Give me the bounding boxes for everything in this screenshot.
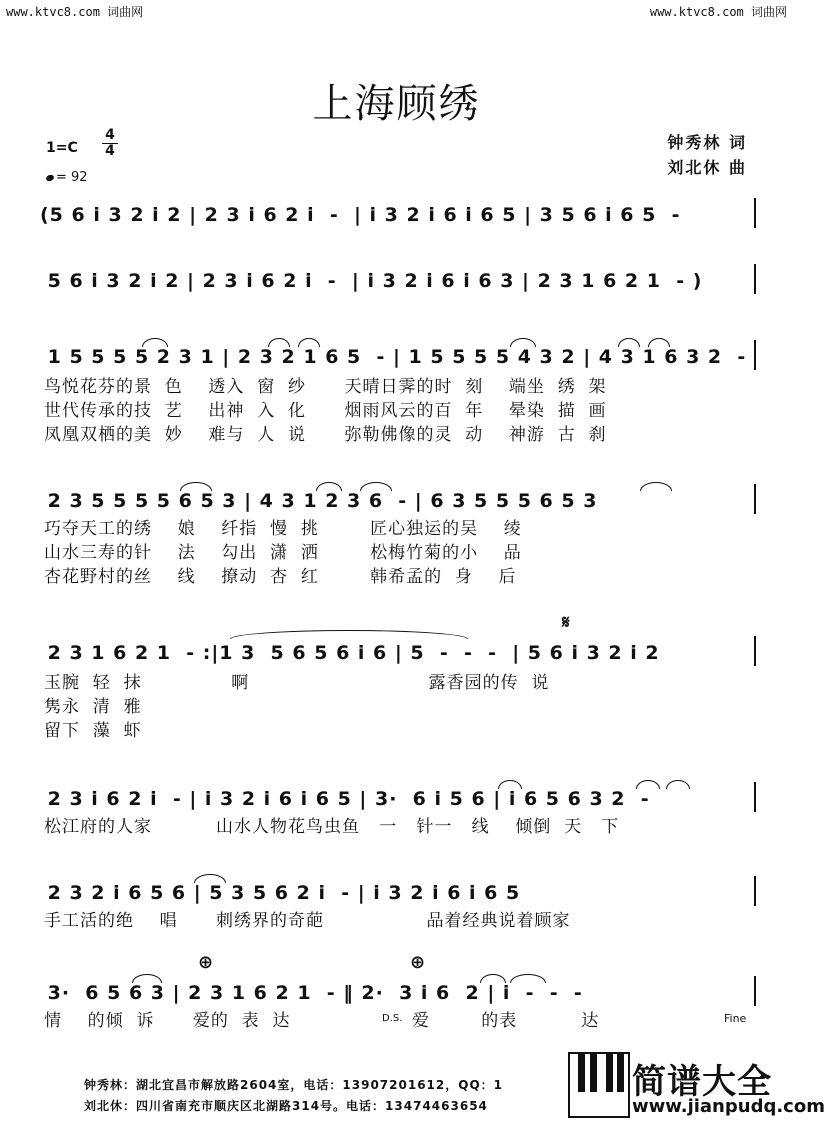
- logo-text: 简谱大全: [632, 1062, 772, 1102]
- piano-key: [606, 1054, 613, 1092]
- barline: [754, 484, 756, 514]
- lyric-line-5b: 隽永 清 雅: [44, 697, 142, 717]
- lyric-line-7: 手工活的绝 唱 刺绣界的奇葩 品着经典说着顾家: [44, 911, 571, 931]
- notes: (5 6 i 3 2 i 2 | 2 3 i 6 2 i - | i 3 2 i 6 i 6 5 | 3 5 6 i 6 5 -: [40, 204, 681, 226]
- lyric-line-8b: 爱 的表 达: [412, 1011, 600, 1031]
- lyric-line-3c: 凤凰双栖的美 妙 难与 人 说 弥勒佛像的灵 动 神游 古 刹: [44, 425, 607, 445]
- slur: [666, 780, 690, 789]
- piano-key: [578, 1054, 585, 1092]
- time-signature: [102, 128, 118, 159]
- slur: [316, 482, 342, 491]
- score-row-2: [40, 262, 756, 306]
- score-row-1: [40, 196, 756, 240]
- footer-line-1: 钟秀林：湖北宜昌市解放路2604室，电话：13907201612，QQ：1: [84, 1078, 503, 1092]
- slur: [480, 974, 506, 983]
- lyric-line-6: 松江府的人家 山水人物花鸟虫鱼 一 针一 线 倾倒 天 下: [44, 817, 620, 837]
- lyric-line-5a: 玉腕 轻 抹 啊 露香园的传 说: [44, 673, 550, 693]
- slur: [194, 874, 226, 883]
- composer-credit: 刘北休 曲: [667, 158, 747, 177]
- song-title: 上海顾绣: [312, 81, 481, 127]
- slur: [648, 338, 670, 347]
- slur: [498, 780, 522, 789]
- notes: 3· 6 5 6 3 | 2 3 1 6 2 1 - ‖ 2· 3 i 6 2 | i - - -: [40, 982, 583, 1004]
- lyric-line-8a: 情 的倾 诉 爱的 表 达: [44, 1011, 291, 1031]
- coda-sign-2: ⊕: [410, 952, 426, 973]
- notes: 2 3 1 6 2 1 - :|1 3 5 6 5 6 i 6 | 5 - - - | 5 6 i 3 2 i 2: [40, 642, 660, 664]
- site-url-left: www.ktvc8.com 词曲网: [6, 5, 144, 19]
- notes: 5 6 i 3 2 i 2 | 2 3 i 6 2 i - | i 3 2 i 6 i 6 3 | 2 3 1 6 2 1 - ): [40, 270, 703, 292]
- barline: [754, 264, 756, 294]
- barline: [754, 340, 756, 370]
- barline: [754, 976, 756, 1006]
- slur: [268, 338, 290, 347]
- coda-sign-1: ⊕: [198, 952, 214, 973]
- logo-url: www.jianpudq.com: [632, 1096, 825, 1117]
- lyric-line-4b: 山水三寿的针 法 勾出 潇 洒 松梅竹菊的小 品: [44, 543, 522, 563]
- notes: 2 3 2 i 6 5 6 | 5 3 5 6 2 i - | i 3 2 i 6 i 6 5: [40, 882, 521, 904]
- slur: [640, 482, 672, 491]
- slur: [510, 974, 546, 983]
- notes: 2 3 5 5 5 5 6 5 3 | 4 3 1 2 3 6 - | 6 3 5 5 5 6 5 3: [40, 490, 598, 512]
- slur: [132, 974, 162, 983]
- lyricist-credit: 钟秀林 词: [667, 133, 747, 152]
- barline: [754, 636, 756, 666]
- lyric-line-4a: 巧夺天工的绣 娘 纤指 慢 挑 匠心独运的吴 绫: [44, 519, 522, 539]
- barline: [754, 782, 756, 812]
- time-top: 4: [105, 127, 115, 143]
- tempo-mark: [46, 170, 88, 185]
- slur: [618, 338, 640, 347]
- time-bottom: 4: [102, 143, 118, 159]
- barline: [754, 198, 756, 228]
- key-signature: 1=C: [46, 140, 78, 156]
- slur: [510, 338, 536, 347]
- ds-marking: D.S.: [382, 1013, 403, 1024]
- lyric-line-5c: 留下 藻 虾: [44, 721, 142, 741]
- footer-line-2: 刘北休：四川省南充市顺庆区北湖路314号。电话：13474463654: [84, 1099, 488, 1113]
- quarter-note-icon: [45, 174, 55, 182]
- site-url-right: www.ktvc8.com 词曲网: [649, 5, 787, 19]
- segno-sign: 𝄋: [562, 612, 570, 633]
- lyric-line-3b: 世代传承的技 艺 出神 入 化 烟雨风云的百 年 晕染 描 画: [44, 401, 607, 421]
- slur: [360, 482, 392, 491]
- piano-key: [617, 1054, 624, 1092]
- barline: [754, 876, 756, 906]
- slur: [180, 482, 212, 491]
- lyric-line-3a: 鸟悦花芬的景 色 透入 窗 纱 天晴日霁的时 刻 端坐 绣 架: [44, 377, 607, 397]
- slur: [636, 780, 660, 789]
- notes: 2 3 i 6 2 i - | i 3 2 i 6 i 6 5 | 3· 6 i 5 6 | i 6 5 6 3 2 -: [40, 788, 650, 810]
- long-slur: [230, 630, 468, 639]
- tempo-value: = 92: [56, 170, 88, 185]
- slur: [298, 338, 320, 347]
- jianpu-logo: [568, 1052, 825, 1120]
- notes: 1 5 5 5 5 2 3 1 | 2 3 2 1 6 5 - | 1 5 5 5 5 4 3 2 | 4 3 1 6 3 2 -: [40, 346, 747, 368]
- piano-icon: [568, 1052, 630, 1118]
- fine-marking: Fine: [724, 1012, 747, 1025]
- piano-key: [590, 1054, 597, 1092]
- lyric-line-4c: 杏花野村的丝 线 撩动 杏 红 韩希孟的 身 后: [44, 567, 517, 587]
- slur: [142, 338, 168, 347]
